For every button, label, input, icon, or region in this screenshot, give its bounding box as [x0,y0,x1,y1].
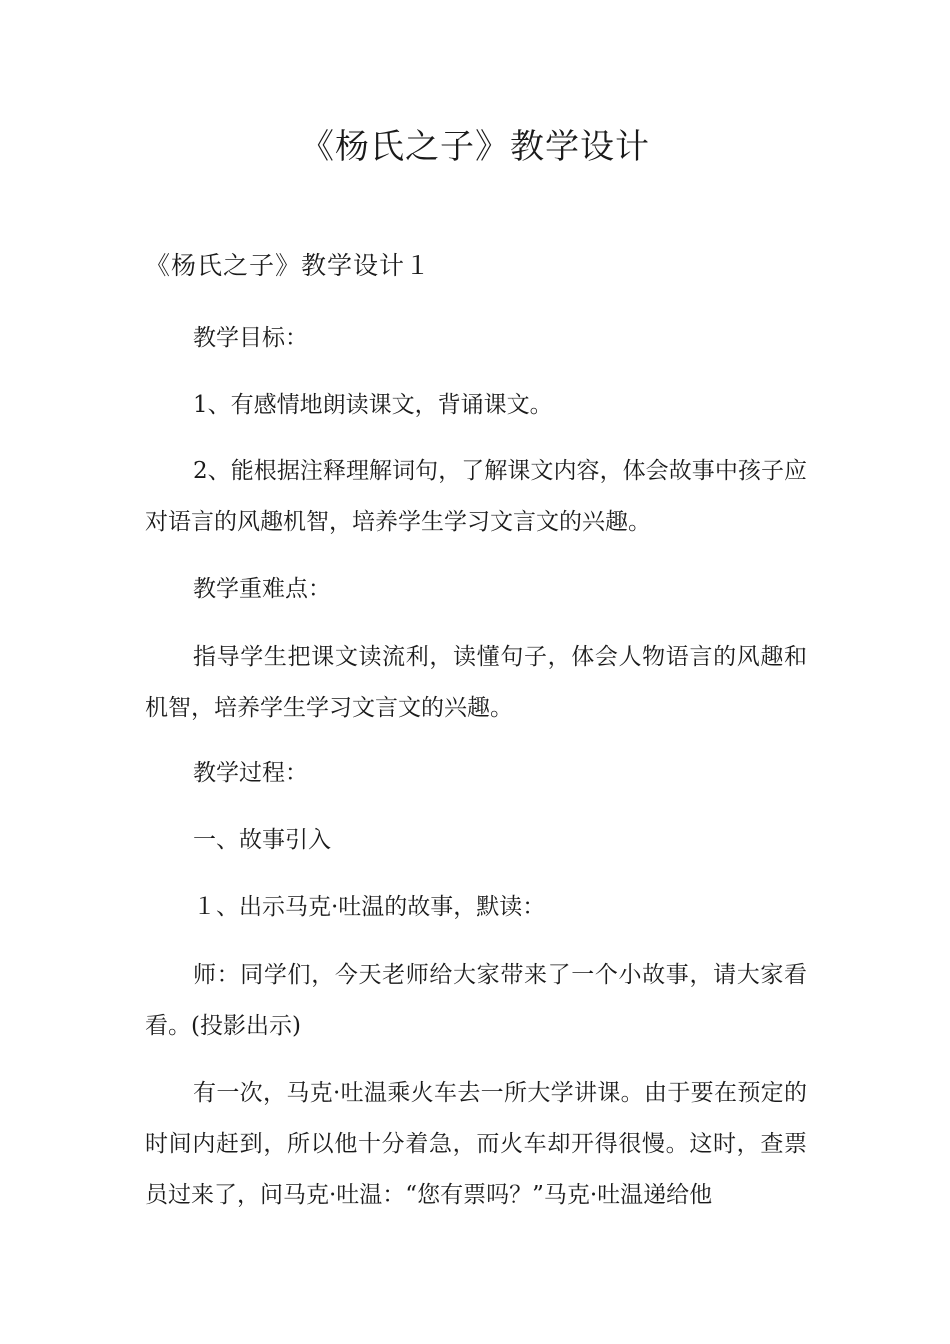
paragraph-step-1-1: １、出示马克·吐温的故事，默读： [193,894,546,920]
paragraph-teaching-goals-label: 教学目标： [193,325,308,351]
document-title: 《杨氏之子》教学设计 [300,127,650,167]
paragraph-key-points: 指导学生把课文读流利，读懂句子，体会人物语言的风趣和机智，培养学生学习文言文的兴趣。 [145,644,807,721]
paragraph-key-points-label: 教学重难点： [193,576,331,602]
paragraph-teacher-intro: 师：同学们，今天老师给大家带来了一个小故事，请大家看看。(投影出示) [145,962,807,1039]
paragraph-process-label: 教学过程： [193,760,308,786]
paragraph-goal-1: 1、有感情地朗读课文，背诵课文。 [193,392,553,418]
paragraph-story: 有一次，马克·吐温乘火车去一所大学讲课。由于要在预定的时间内赶到，所以他十分着急，而火车却开得很慢。这时，查票员过来了，问马克·吐温：“您有票吗？”马克·吐温递给他 [145,1080,807,1208]
paragraph-goal-2: 2、能根据注释理解词句，了解课文内容，体会故事中孩子应对语言的风趣机智，培养学生学习文言文的兴趣。 [145,458,807,535]
section-heading: 《杨氏之子》教学设计１ [145,251,432,280]
paragraph-step-1-heading: 一、故事引入 [193,827,331,853]
